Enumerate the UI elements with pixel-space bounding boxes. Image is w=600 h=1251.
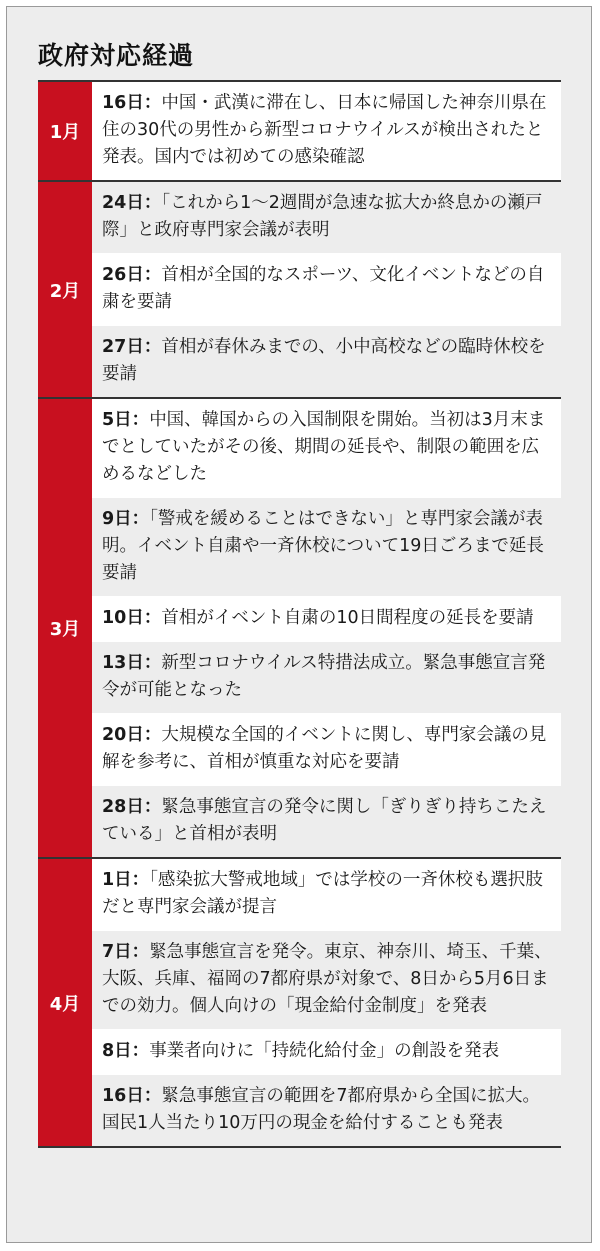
event-text: 首相が全国的なスポーツ、文化イベントなどの自粛を要請 — [102, 265, 545, 312]
event-date: 16日： — [102, 1086, 162, 1106]
event-row — [92, 785, 561, 857]
event-text: 緊急事態宣言の発令に関し「ぎりぎり持ちこたえている」と首相が表明 — [102, 797, 547, 844]
event-row — [92, 182, 561, 253]
event-date: 8日： — [102, 1041, 150, 1061]
event-row — [92, 1074, 561, 1146]
event-text: 「これから1～2週間が急速な拡大か終息かの瀬戸際」と政府専門家会議が表明 — [102, 193, 543, 240]
event-text: 中国、韓国からの入国制限を開始。当初は3月末までとしていたがその後、期間の延長や、制限の範囲を広めるなどした — [102, 410, 546, 484]
event-date: 7日： — [102, 942, 150, 962]
event-date: 5日： — [102, 410, 150, 430]
event-text: 大規模な全国的イベントに関し、専門家会議の見解を参考に、首相が慎重な対応を要請 — [102, 725, 547, 772]
event-text: 「感染拡大警戒地域」では学校の一斉休校も選択肢だと専門家会議が提言 — [102, 870, 543, 917]
month-group-february — [38, 182, 561, 399]
event-text: 首相がイベント自粛の10日間程度の延長を要請 — [161, 608, 534, 628]
event-text: 「警戒を緩めることはできない」と専門家会議が表明。イベント自粛や一斉休校について19日ごろまで延長要請 — [102, 509, 544, 583]
event-row — [92, 82, 561, 180]
event-date: 20日： — [102, 725, 162, 745]
event-date: 10日： — [102, 608, 162, 628]
event-row — [92, 713, 561, 785]
month-group-january — [38, 82, 561, 182]
month-label: 4月 — [38, 859, 92, 1146]
event-row — [92, 641, 561, 713]
event-date: 26日： — [102, 265, 162, 285]
month-label: 1月 — [38, 82, 92, 180]
event-text: 新型コロナウイルス特措法成立。緊急事態宣言発令が可能となった — [102, 653, 546, 700]
event-row — [92, 325, 561, 397]
event-date: 9日： — [102, 509, 150, 529]
event-date: 28日： — [102, 797, 162, 817]
month-label: 3月 — [38, 399, 92, 857]
event-text: 事業者向けに「持続化給付金」の創設を発表 — [149, 1041, 500, 1061]
month-group-april — [38, 859, 561, 1148]
event-date: 1日： — [102, 870, 150, 890]
event-date: 24日： — [102, 193, 162, 213]
event-row — [92, 596, 561, 641]
event-row — [92, 930, 561, 1029]
event-text: 首相が春休みまでの、小中高校などの臨時休校を要請 — [102, 337, 546, 384]
event-row — [92, 859, 561, 930]
event-date: 27日： — [102, 337, 162, 357]
timeline-table — [38, 80, 561, 1148]
event-date: 16日： — [102, 93, 162, 113]
event-text: 中国・武漢に滞在し、日本に帰国した神奈川県在住の30代の男性から新型コロナウイルスが検出されたと発表。国内では初めての感染確認 — [102, 93, 547, 167]
event-row — [92, 497, 561, 596]
page-title: 政府対応経過 — [38, 41, 195, 70]
event-row — [92, 253, 561, 325]
event-row — [92, 1029, 561, 1074]
event-row — [92, 399, 561, 497]
event-date: 13日： — [102, 653, 162, 673]
event-text: 緊急事態宣言を発令。東京、神奈川、埼玉、千葉、大阪、兵庫、福岡の7都府県が対象で、8日から5月6日までの効力。個人向けの「現金給付金制度」を発表 — [102, 942, 552, 1016]
event-text: 緊急事態宣言の範囲を7都府県から全国に拡大。国民1人当たり10万円の現金を給付することも発表 — [102, 1086, 540, 1133]
month-label: 2月 — [38, 182, 92, 397]
month-group-march — [38, 399, 561, 859]
